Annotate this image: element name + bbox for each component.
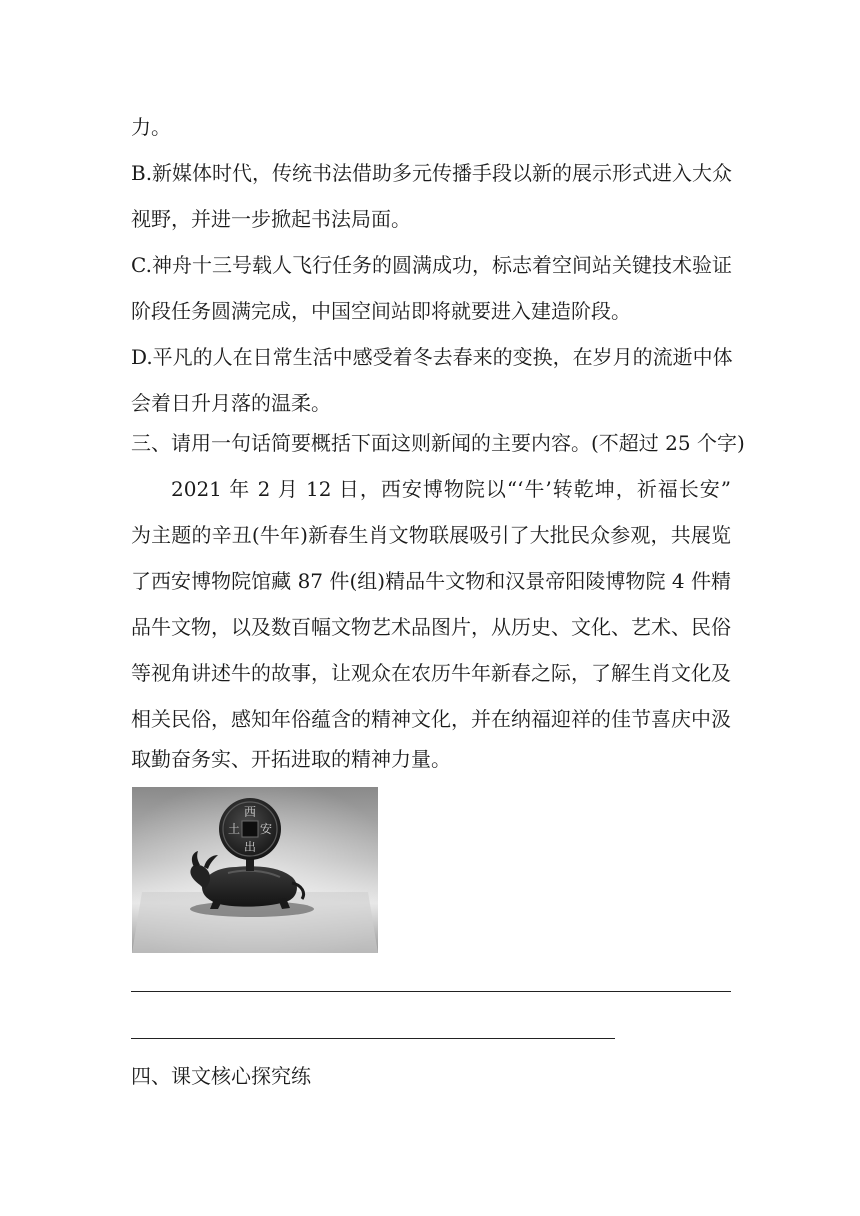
option-c-line-2: 阶段任务圆满完成，中国空间站即将就要进入建造阶段。 [131,299,631,323]
news-paragraph-line-2: 为主题的辛丑(牛年)新春生肖文物联展吸引了大批民众参观，共展览 [131,523,731,547]
news-paragraph-line-7: 取勤奋务实、开拓进取的精神力量。 [131,747,451,771]
option-b-line-2: 视野，并进一步掀起书法局面。 [131,207,411,231]
seal-char-bottom: 出 [243,840,257,854]
question-three-heading: 三、请用一句话简要概括下面这则新闻的主要内容。(不超过 25 个字) [131,431,745,455]
bronze-ox-seal-photo [132,787,378,953]
text-line-continuation: 力。 [131,115,171,139]
option-d-line-2: 会着日升月落的温柔。 [131,391,331,415]
seal-char-left: 土 [227,822,241,836]
news-paragraph-line-1: 2021 年 2 月 12 日，西安博物院以“‘牛’转乾坤，祈福长安” [171,477,731,501]
option-d-line-1: D.平凡的人在日常生活中感受着冬去春来的变换，在岁月的流逝中体 [131,345,733,369]
news-paragraph-line-4: 品牛文物，以及数百幅文物艺术品图片，从历史、文化、艺术、民俗 [131,615,731,639]
answer-line-1[interactable] [131,991,731,992]
news-paragraph-line-5: 等视角讲述牛的故事，让观众在农历牛年新春之际，了解生肖文化及 [131,661,731,685]
seal-char-right: 安 [259,822,273,836]
seal-char-top: 西 [243,805,257,819]
option-b-line-1: B.新媒体时代，传统书法借助多元传播手段以新的展示形式进入大众 [131,161,733,185]
option-c-line-1: C.神舟十三号载人飞行任务的圆满成功，标志着空间站关键技术验证 [131,253,732,277]
news-paragraph-line-6: 相关民俗，感知年俗蕴含的精神文化，并在纳福迎祥的佳节喜庆中汲 [131,707,731,731]
section-four-heading: 四、课文核心探究练 [131,1064,311,1088]
news-paragraph-line-3: 了西安博物院馆藏 87 件(组)精品牛文物和汉景帝阳陵博物院 4 件精 [131,569,731,593]
answer-line-2[interactable] [131,1038,615,1039]
